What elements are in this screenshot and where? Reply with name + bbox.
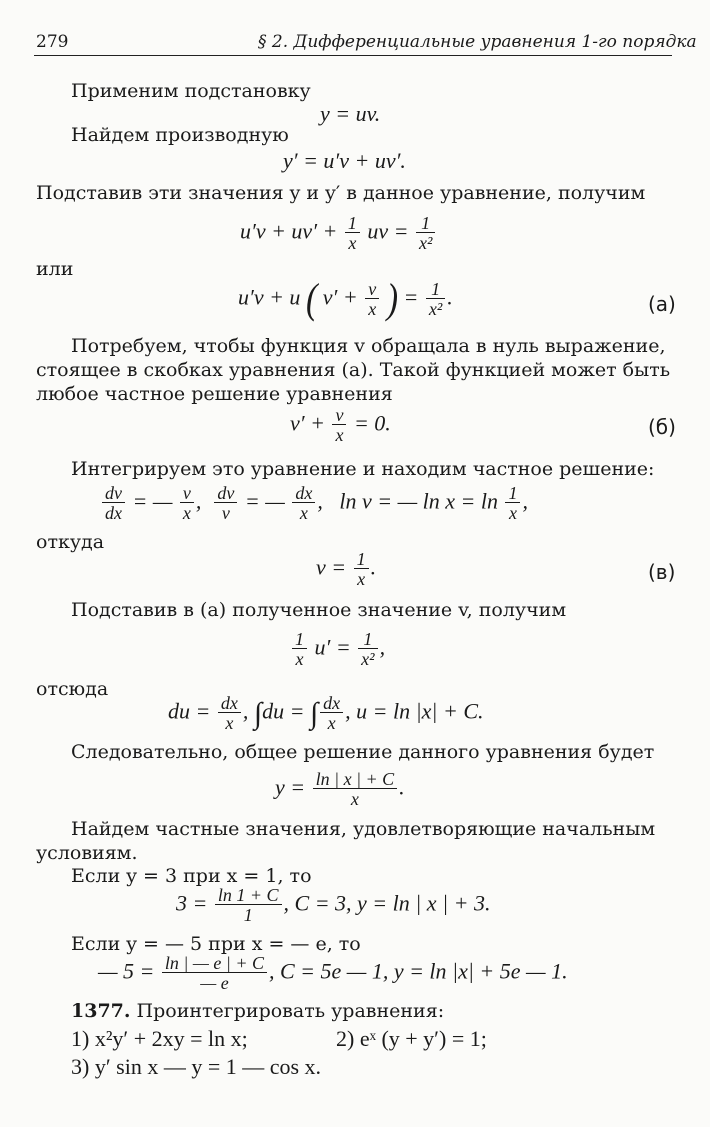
paragraph-general-solution: Следовательно, общее решение данного уравнения будет bbox=[71, 741, 655, 763]
equation-condition1: 3 = $\frac{\ln 1 + C}{1}$ , C = 3, y = ln | x | + 3. bbox=[176, 885, 491, 925]
paragraph-substitution: Применим подстановку bbox=[71, 80, 311, 102]
paragraph-hence: отсюда bbox=[36, 678, 109, 700]
paragraph-condition1: Если y = 3 при x = 1, то bbox=[71, 865, 312, 887]
equation-u: du = $\frac{dx}{x}$ , ∫du = ∫ $\frac{dx}{x}$ , u = ln |x| + C. bbox=[168, 693, 484, 733]
exercise-problem-1: 1) x²y′ + 2xy = ln x; bbox=[71, 1026, 248, 1051]
paragraph-whence: откуда bbox=[36, 531, 105, 553]
paragraph-or: или bbox=[36, 258, 74, 280]
paragraph-substituting-v: Подставив в (а) полученное значение v, получим bbox=[71, 599, 567, 621]
equation-label-b: (б) bbox=[648, 415, 676, 439]
paragraph-require-line1: Потребуем, чтобы функция v обращала в нуль выражение, bbox=[71, 335, 666, 357]
exercise-title: Проинтегрировать уравнения: bbox=[136, 1000, 445, 1022]
equation-b: v′ + $\frac{v}{x}$ = 0. bbox=[290, 405, 391, 445]
exercise-problem-3: 3) y′ sin x — y = 1 — cos x. bbox=[71, 1054, 322, 1079]
paragraph-require-line2: стоящее в скобках уравнения (а). Такой функцией может быть bbox=[36, 359, 671, 381]
section-title: § 2. Дифференциальные уравнения 1-го порядка bbox=[258, 32, 697, 52]
page-number: 279 bbox=[36, 32, 69, 52]
exercise-problem-2: 2) eˣ (y + y′) = 1; bbox=[336, 1026, 487, 1051]
header-rule bbox=[34, 55, 672, 56]
paragraph-require-line3: любое частное решение уравнения bbox=[36, 383, 393, 405]
equation-condition2: — 5 = $\frac{\ln | — e | + C}{— e}$ , C = 5e — 1, y = ln |x| + 5e — 1. bbox=[98, 953, 568, 993]
exercise-heading bbox=[71, 1002, 444, 1021]
paragraph-derivative: Найдем производную bbox=[71, 124, 289, 146]
paragraph-substituting: Подставив эти значения y и y′ в данное уравнение, получим bbox=[36, 182, 646, 204]
equation-v: v = $\frac{1}{x}$ . bbox=[316, 549, 377, 589]
paragraph-condition2: Если y = — 5 при x = — e, то bbox=[71, 933, 361, 955]
paragraph-integrate: Интегрируем это уравнение и находим частное решение: bbox=[71, 458, 655, 480]
paragraph-particular-line2: условиям. bbox=[36, 842, 138, 864]
equation-a: u′v + u ( v′ + $\frac{v}{x}$ ) = $\frac{1}{\text{x²}}$ . bbox=[238, 275, 453, 322]
equation-substitution: y = uv. bbox=[320, 101, 381, 126]
equation-derivative: y′ = u′v + uv′. bbox=[283, 148, 406, 173]
equation-separation: $\frac{dv}{dx}$ = — $\frac{v}{x}$ , $\frac{dv}{v}$ = — $\frac{dx}{x}$ , ln v = — ln x = ln $\frac{1}{x}$ , bbox=[100, 484, 528, 523]
equation-general-solution: y = $\frac{\ln | x | + C}{x}$ . bbox=[275, 769, 405, 809]
equation-substituted: u′v + uv′ + $\frac{1}{x}$ uv = $\frac{1}{\text{x²}}$ bbox=[240, 214, 437, 253]
equation-u-prime: $\frac{1}{x}$ u′ = $\frac{1}{\text{x²}}$ , bbox=[290, 630, 385, 669]
equation-label-v: (в) bbox=[648, 560, 676, 584]
exercise-number: 1377. bbox=[71, 1000, 131, 1022]
equation-label-a: (а) bbox=[648, 292, 676, 316]
paragraph-particular-line1: Найдем частные значения, удовлетворяющие начальным bbox=[71, 818, 656, 840]
